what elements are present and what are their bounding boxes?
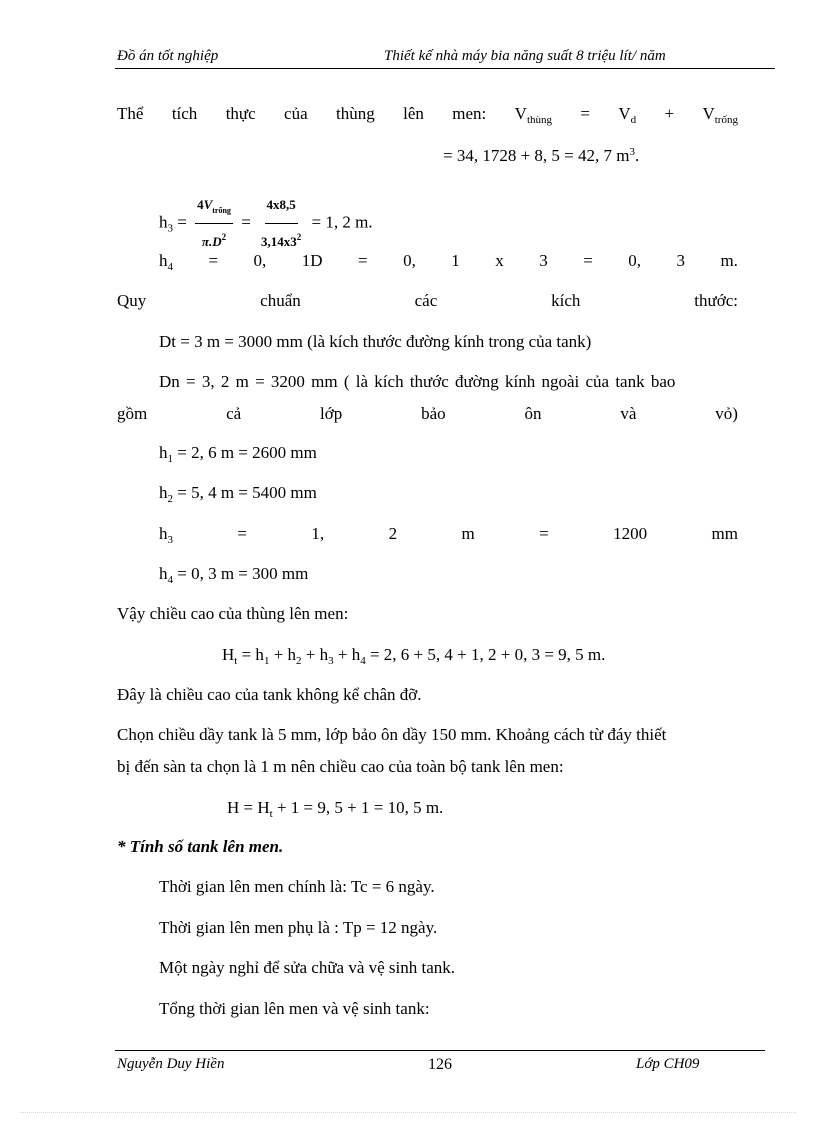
page-edge-dots — [20, 1112, 796, 1113]
token: = — [583, 251, 593, 270]
word: lên — [403, 104, 424, 123]
token: m. — [720, 251, 738, 270]
token: 3 — [539, 251, 548, 270]
plus: + — [664, 104, 675, 123]
token: 2 — [388, 524, 398, 543]
h3-line — [159, 523, 738, 545]
header-rule — [115, 68, 775, 69]
token: = — [237, 524, 247, 543]
fraction-volume: $\frac{4V_{trống}}{\pi.D^2}$ — [195, 188, 233, 259]
word: cả — [226, 404, 242, 423]
page-number: 126 — [428, 1056, 452, 1073]
word: chuẩn — [260, 291, 301, 310]
token: 1 — [451, 251, 460, 270]
word: lớp — [320, 404, 343, 423]
token: mm — [711, 524, 738, 543]
equals: = — [580, 104, 590, 123]
token: 1200 — [613, 524, 648, 543]
quy-chuan-line — [117, 290, 738, 312]
header-left: Đồ án tốt nghiệp — [117, 48, 219, 64]
height-intro: Vậy chiều cao của thùng lên men: — [117, 604, 349, 623]
word: Quy — [117, 291, 147, 310]
token: x — [495, 251, 504, 270]
header-right: Thiết kế nhà máy bia năng suất 8 triệu lít/ năm — [384, 48, 666, 64]
token: 0, — [628, 251, 641, 270]
word: của — [284, 104, 308, 123]
word: thùng — [336, 104, 375, 123]
volume-line — [117, 103, 738, 125]
dn-line: Dn = 3, 2 m = 3200 mm ( là kích thước đường kính ngoài của tank bao — [159, 372, 676, 391]
secondary-ferment-line: Thời gian lên men phụ là : Tp = 12 ngày. — [159, 918, 438, 937]
token: 1D — [301, 251, 323, 270]
word: Thể — [117, 104, 144, 123]
h4-line: $h_4 = 0$, 3 m = 300 mm — [159, 564, 309, 586]
word: thước: — [694, 291, 738, 310]
h3-formula: $h_3$ = $\frac{4V_{trống}}{\pi.D^2}$ = $\frac{4x8,5}{3,14x3^2}$ = 1, 2 m. — [159, 188, 738, 259]
word: vỏ) — [715, 404, 738, 423]
h1-line: $h_1 = 2$, 6 m = 2600 mm — [159, 443, 317, 465]
rest-day-line: Một ngày nghỉ để sửa chữa và vệ sinh tank. — [159, 958, 456, 977]
token: = — [539, 524, 549, 543]
word: và — [620, 404, 637, 423]
word: các — [414, 291, 438, 310]
main-ferment-line: Thời gian lên men chính là: Tc = 6 ngày. — [159, 877, 435, 896]
h2-line: $h_2 = 5$, 4 m = 5400 mm — [159, 483, 317, 505]
token: 1, — [311, 524, 325, 543]
footer-author: Nguyễn Duy Hiền — [117, 1056, 225, 1072]
section-title: * Tính số tank lên men. — [117, 837, 284, 856]
token: 3 — [676, 251, 685, 270]
word: men: — [452, 104, 487, 123]
fraction-numeric: $\frac{4x8,5}{3,14x3^2}$ — [259, 188, 303, 259]
word: gồm — [117, 404, 148, 423]
h3-symbol: $h_3$ — [159, 524, 173, 546]
token: m — [461, 524, 475, 543]
word: kích — [551, 291, 581, 310]
dn-continuation — [117, 403, 738, 425]
volume-result: = 34, 1728 + 8, 5 = 42, 7 $m^3$. — [443, 146, 640, 165]
height-note: Đây là chiều cao của tank không kể chân đỡ. — [117, 685, 422, 704]
footer-class: Lớp CH09 — [636, 1056, 700, 1072]
h4-calc-line — [159, 250, 738, 272]
h4-symbol: $h_4$ — [159, 251, 173, 273]
word: bảo — [421, 404, 446, 423]
thickness-line: Chọn chiều dầy tank là 5 mm, lớp bảo ôn dầy 150 mm. Khoảng cách từ đáy thiết — [117, 725, 667, 744]
dt-line: Dt = 3 m = 3000 mm (là kích thước đường kính trong của tank) — [159, 332, 592, 351]
word: ôn — [524, 404, 542, 423]
v-thung: $V_{thùng}$ — [514, 104, 552, 126]
token: = — [358, 251, 368, 270]
v-d: $V_d$ — [618, 104, 637, 126]
word: tích — [171, 104, 198, 123]
total-height-formula: $H_t = h_1 + h_2 + h_3 + h_4 = 2$, 6 + 5, 4 + 1, 2 + 0, 3 = 9, 5 m. — [222, 645, 606, 667]
thickness-line-2: bị đến sàn ta chọn là 1 m nên chiều cao của toàn bộ tank lên men: — [117, 757, 564, 776]
overall-height-formula: $H = H_t + 1 = 9$, 5 + 1 = 10, 5 m. — [227, 798, 444, 820]
token: 0, — [403, 251, 416, 270]
word: thực — [225, 104, 256, 123]
token: 0, — [253, 251, 267, 270]
token: = — [208, 251, 219, 270]
v-trong: $V_{trống}$ — [702, 104, 738, 126]
footer-rule — [115, 1050, 765, 1051]
total-time-line: Tổng thời gian lên men và vệ sinh tank: — [159, 999, 430, 1018]
